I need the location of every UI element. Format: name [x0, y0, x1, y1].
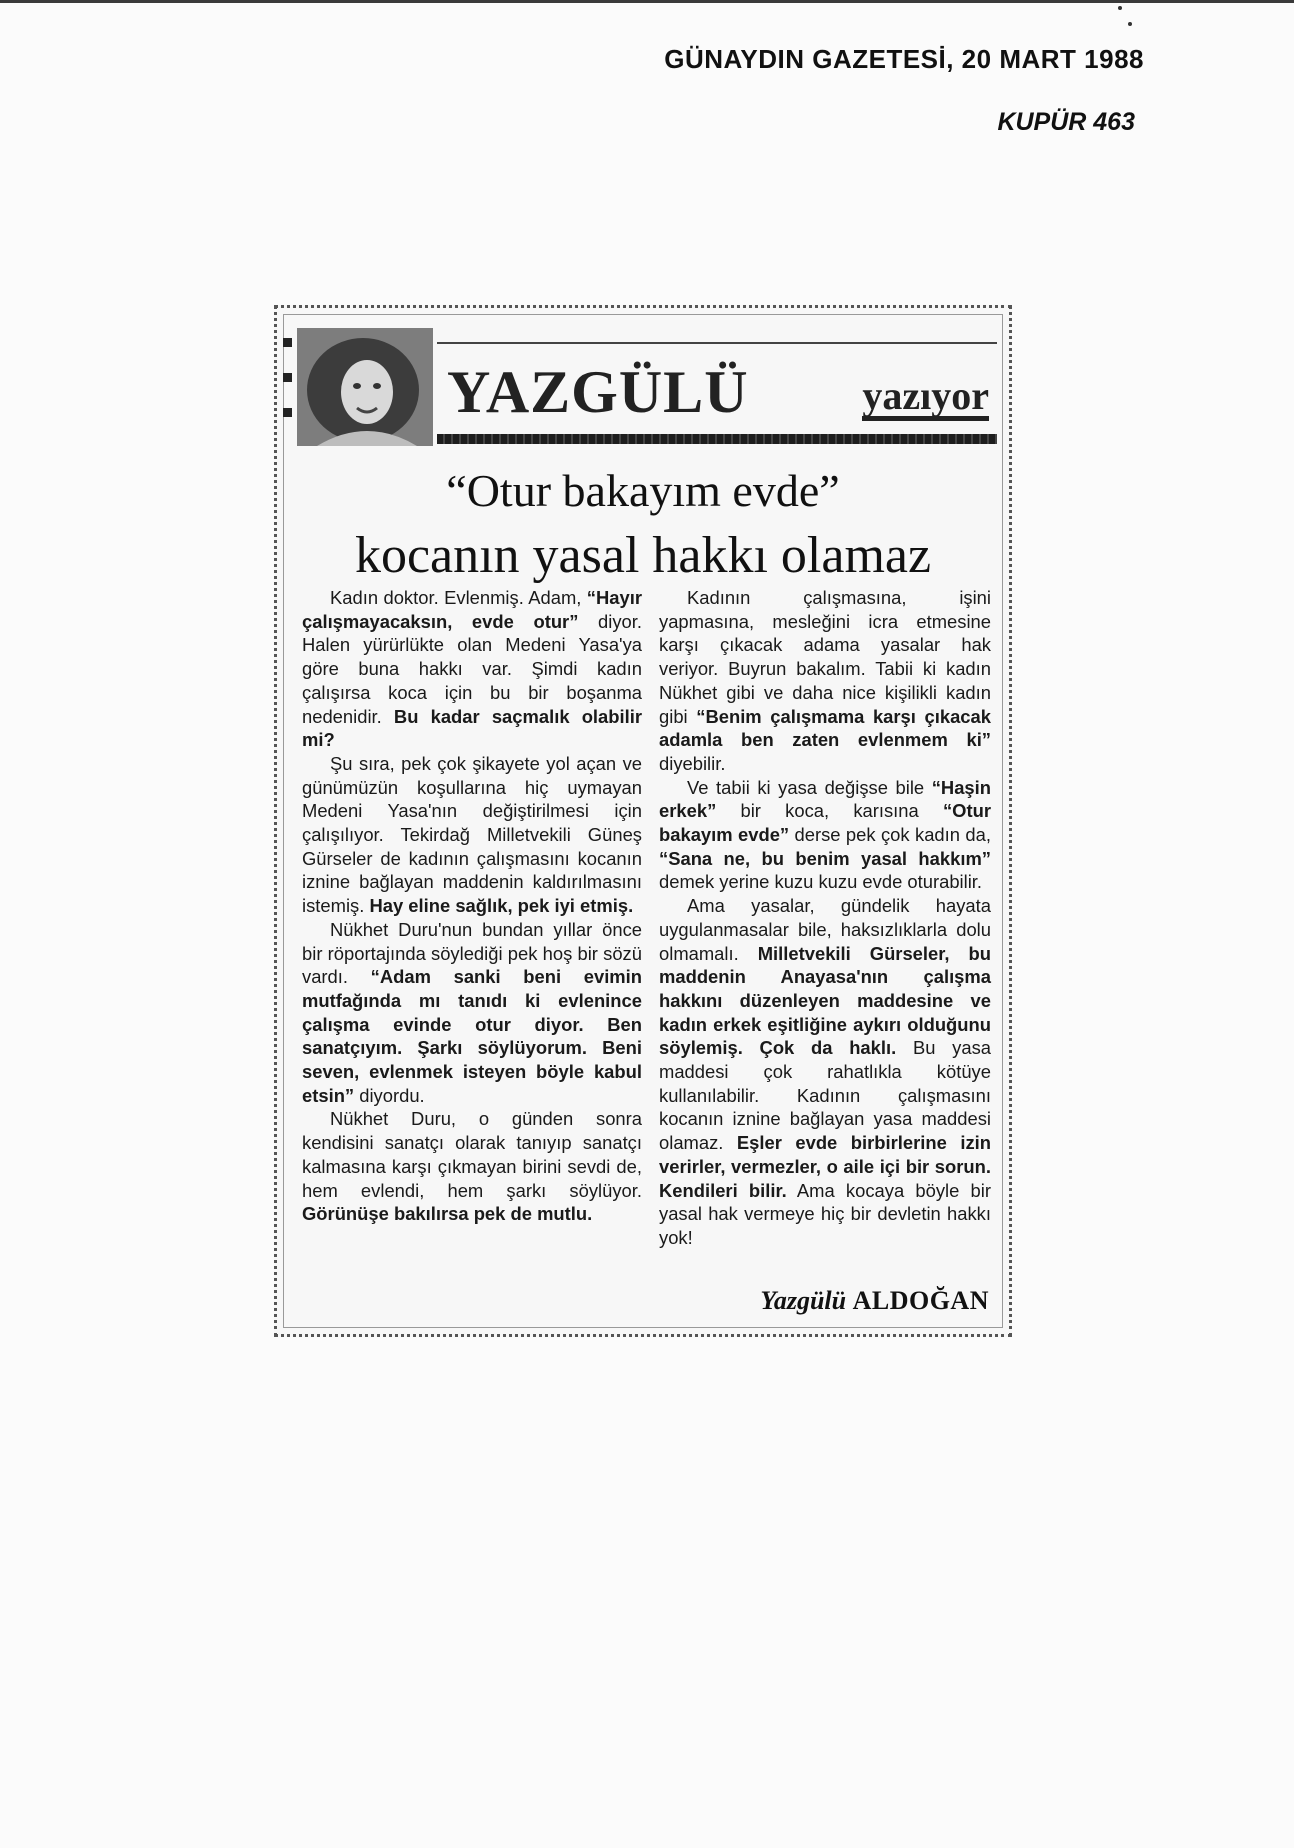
- emphasized-text: “Sana ne, bu benim yasal hakkım”: [659, 847, 991, 869]
- article-paragraph: [659, 586, 991, 776]
- header-band: [437, 434, 997, 444]
- emphasized-text: Bu kadar saçmalık olabilir mi?: [302, 705, 642, 751]
- emphasized-text: Hay eline sağlık, pek iyi etmiş.: [369, 895, 634, 917]
- emphasized-text: “Haşin erkek”: [659, 776, 991, 822]
- paragraph-text: Şu sıra, pek çok şikayete yol açan ve günümüzün koşullarına hiç uymayan Medeni Yasa'nın değiştirilmesi için çalışılıyor. Tekirdağ Milletvekili Güneş Gürseler de kadının çalışmasını kocanın iznine bağlayan maddenin kaldırılmasını istemiş.: [302, 752, 642, 917]
- headline-line-2: kocanın yasal hakkı olamaz: [354, 527, 932, 584]
- paragraph-text: bir koca, karısına: [716, 800, 943, 822]
- paragraph-text: Nükhet Duru'nun bundan yıllar önce bir röportajında söylediği pek hoş bir sözü vardı.: [302, 918, 642, 988]
- newspaper-source-date: GÜNAYDIN GAZETESİ, 20 MART 1988: [664, 44, 1144, 74]
- signature-first-name: Yazgülü: [760, 1286, 847, 1315]
- scan-speck: [1118, 6, 1122, 10]
- article-paragraph: [659, 894, 991, 1250]
- paragraph-text: Ama kocaya böyle bir yasal hak vermeye hiç bir devletin hakkı yok!: [659, 1179, 991, 1248]
- paragraph-text: Ama yasalar, gündelik hayata uygulanmasalar bile, haksızlıklarla dolu olmamalı.: [659, 895, 991, 964]
- emphasized-text: “Hayır çalışmayacaksın, evde otur”: [302, 587, 642, 632]
- emphasized-text: Milletvekili Gürseler, bu maddenin Anayasa'nın çalışma hakkını düzenleyen maddesine ve kadın erkek eşitliğine aykırı olduğunu söylemiş. Çok da haklı.: [659, 942, 991, 1059]
- article-signature: [760, 1286, 989, 1316]
- margin-marks: [283, 338, 293, 443]
- article-paragraph: [302, 1107, 642, 1226]
- clipping-number: KUPÜR 463: [997, 108, 1135, 136]
- margin-mark: [283, 338, 292, 347]
- paragraph-text: Ve tabii ki yasa değişse bile: [687, 776, 932, 798]
- article-paragraph: [659, 776, 991, 895]
- headline-line-1: “Otur bakayım evde”: [446, 465, 840, 516]
- newspaper-clipping: [274, 305, 1012, 1337]
- columnist-name: YAZGÜLÜ: [447, 359, 749, 425]
- scan-speck: [1128, 22, 1132, 26]
- emphasized-text: “Benim çalışmama karşı çıkacak adamla ben zaten evlenmem ki”: [659, 705, 991, 751]
- paragraph-text: Kadın doktor. Evlenmiş. Adam,: [330, 587, 587, 608]
- paragraph-text: Kadının çalışmasına, işini yapmasına, mesleğini icra etmesine karşı çıkacak adama yasalar hak veriyor. Buyrun bakalım. Tabii ki kadın Nükhet gibi ve daha nice kişilikli kadın gibi: [659, 587, 991, 727]
- emphasized-text: “Otur bakayım evde”: [659, 800, 991, 846]
- signature-surname: ALDOĞAN: [852, 1286, 989, 1315]
- paragraph-text: diyebilir.: [659, 752, 726, 774]
- paragraph-text: derse pek çok kadın da,: [789, 824, 991, 846]
- column-label: yazıyor: [862, 376, 989, 421]
- top-edge-line: [0, 0, 1294, 3]
- article-paragraph: [302, 918, 642, 1108]
- paragraph-text: diyor. Halen yürürlükte olan Medeni Yasa'ya göre buna hakkı var. Şimdi kadın çalışırsa koca için bu bir boşanma nedenidir.: [302, 610, 642, 727]
- paragraph-text: Bu yasa maddesi çok rahatlıkla kötüye kullanılabilir. Kadının çalışmasını kocanın iznine bağlayan yasa maddesi olamaz.: [659, 1037, 991, 1154]
- article-paragraph: [302, 752, 642, 918]
- emphasized-text: Görünüşe bakılırsa pek de mutlu.: [302, 1203, 593, 1225]
- portrait-illustration: [297, 328, 433, 446]
- margin-mark: [283, 408, 292, 417]
- column-header: [437, 338, 997, 448]
- article-paragraph: [302, 586, 642, 752]
- emphasized-text: “Adam sanki beni evimin mutfağında mı tanıdı ki evlenince çalışma evinde otur diyor. Ben sanatçıyım. Şarkı söylüyorum. Beni seven, evlenmek isteyen böyle kabul etsin”: [302, 966, 642, 1106]
- article-left-column: [302, 586, 642, 1226]
- header-top-rule: [437, 342, 997, 344]
- paragraph-text: diyordu.: [354, 1084, 425, 1106]
- article-right-column: [659, 586, 991, 1250]
- columnist-photo: [297, 328, 433, 446]
- margin-mark: [283, 373, 292, 382]
- paragraph-text: demek yerine kuzu kuzu evde oturabilir.: [659, 871, 983, 893]
- paragraph-text: Nükhet Duru, o günden sonra kendisini sanatçı olarak tanıyıp sanatçı kalmasına karşı çıkmayan birini sevdi de, hem evlendi, hem şarkı söylüyor.: [302, 1108, 642, 1201]
- emphasized-text: Eşler evde birbirlerine izin verirler, vermezler, o aile içi bir sorun. Kendileri bilir.: [659, 1132, 991, 1201]
